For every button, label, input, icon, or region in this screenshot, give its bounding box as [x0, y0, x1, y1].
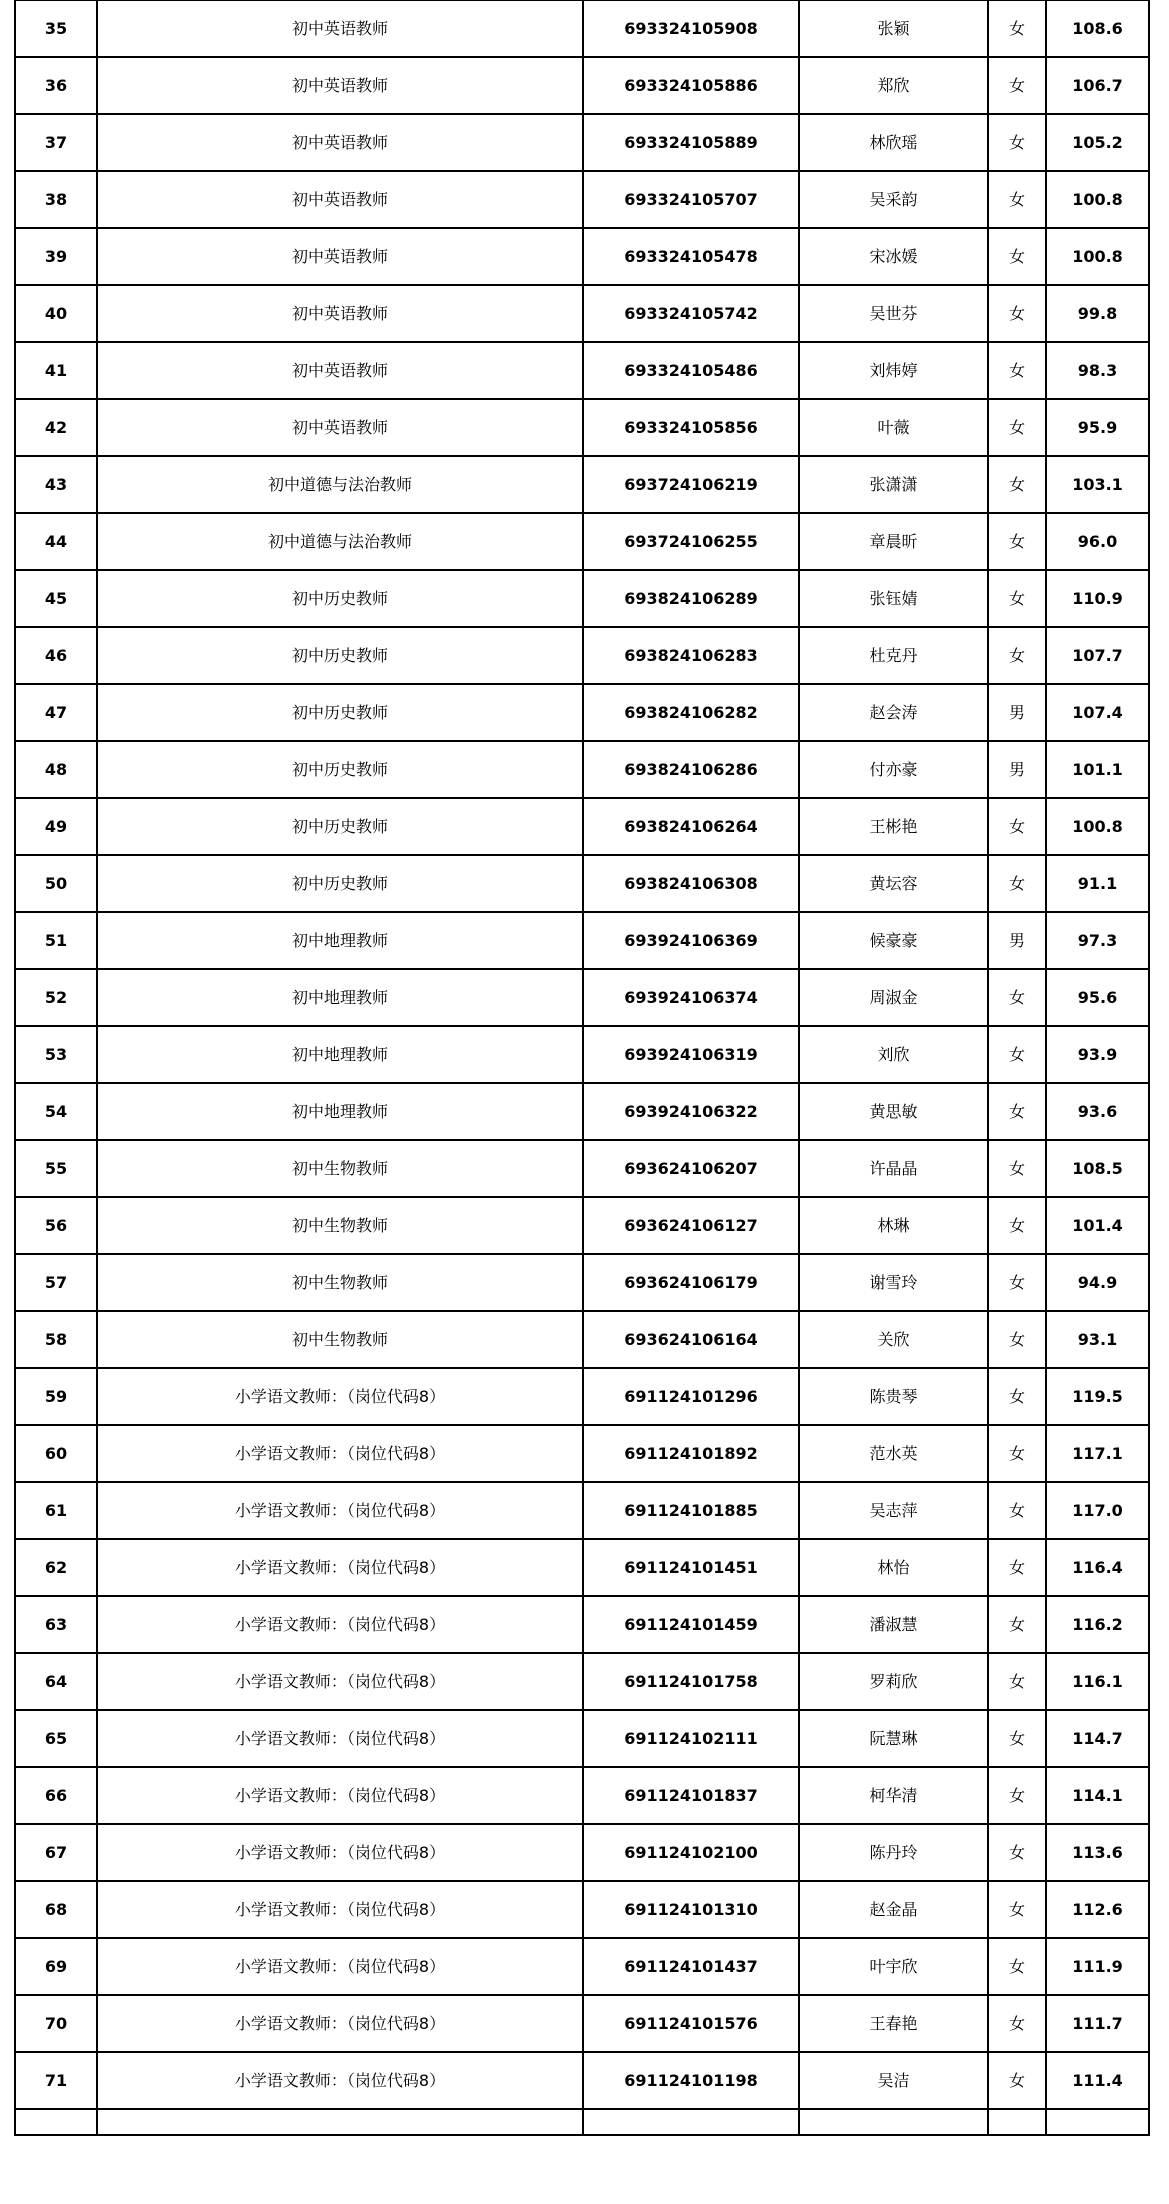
row-index-cell: 41 — [15, 342, 97, 399]
position-name-cell: 初中英语教师 — [97, 399, 583, 456]
row-index-cell: 46 — [15, 627, 97, 684]
row-index-cell: 47 — [15, 684, 97, 741]
exam-ticket-number-cell: 693924106322 — [583, 1083, 799, 1140]
table-row — [15, 855, 1149, 912]
row-index-cell: 68 — [15, 1881, 97, 1938]
table-row — [15, 1767, 1149, 1824]
exam-ticket-number-cell: 691124102111 — [583, 1710, 799, 1767]
candidate-name-cell: 付亦豪 — [799, 741, 988, 798]
exam-ticket-number-cell: 691124101296 — [583, 1368, 799, 1425]
position-name-cell: 初中生物教师 — [97, 1140, 583, 1197]
table-row — [15, 1425, 1149, 1482]
gender-cell: 女 — [988, 798, 1046, 855]
row-index-cell: 67 — [15, 1824, 97, 1881]
row-index-cell: 51 — [15, 912, 97, 969]
table-row — [15, 1197, 1149, 1254]
candidate-name-cell: 王春艳 — [799, 1995, 988, 2052]
row-index-cell: 58 — [15, 1311, 97, 1368]
exam-ticket-number-cell: 693724106255 — [583, 513, 799, 570]
exam-ticket-number-cell: 691124101885 — [583, 1482, 799, 1539]
candidate-name-cell: 阮慧琳 — [799, 1710, 988, 1767]
gender-cell: 女 — [988, 1425, 1046, 1482]
gender-cell: 女 — [988, 855, 1046, 912]
score-cell: 96.0 — [1046, 513, 1149, 570]
score-cell: 108.5 — [1046, 1140, 1149, 1197]
exam-ticket-number-cell: 693324105707 — [583, 171, 799, 228]
gender-cell: 女 — [988, 1539, 1046, 1596]
table-row — [15, 456, 1149, 513]
score-cell: 93.9 — [1046, 1026, 1149, 1083]
score-cell: 95.6 — [1046, 969, 1149, 1026]
table-row — [15, 171, 1149, 228]
gender-cell: 女 — [988, 1083, 1046, 1140]
gender-cell: 女 — [988, 1596, 1046, 1653]
score-cell: 110.9 — [1046, 570, 1149, 627]
gender-cell: 女 — [988, 1026, 1046, 1083]
score-cell: 106.7 — [1046, 57, 1149, 114]
gender-cell: 女 — [988, 1938, 1046, 1995]
score-cell: 111.4 — [1046, 2052, 1149, 2109]
position-name-cell: 小学语文教师：（岗位代码8） — [97, 1995, 583, 2052]
row-index-cell: 69 — [15, 1938, 97, 1995]
empty-cell — [988, 2109, 1046, 2135]
candidate-name-cell: 许晶晶 — [799, 1140, 988, 1197]
row-index-cell: 48 — [15, 741, 97, 798]
table-row — [15, 57, 1149, 114]
candidate-name-cell: 张潇潇 — [799, 456, 988, 513]
position-name-cell: 初中英语教师 — [97, 171, 583, 228]
exam-ticket-number-cell: 693324105742 — [583, 285, 799, 342]
table-row — [15, 798, 1149, 855]
exam-ticket-number-cell: 693624106179 — [583, 1254, 799, 1311]
position-name-cell: 初中历史教师 — [97, 627, 583, 684]
exam-ticket-number-cell: 693624106164 — [583, 1311, 799, 1368]
score-cell: 91.1 — [1046, 855, 1149, 912]
table-row — [15, 114, 1149, 171]
gender-cell: 女 — [988, 1824, 1046, 1881]
score-cell: 107.7 — [1046, 627, 1149, 684]
gender-cell: 女 — [988, 1140, 1046, 1197]
row-index-cell: 43 — [15, 456, 97, 513]
position-name-cell: 小学语文教师：（岗位代码8） — [97, 1881, 583, 1938]
score-cell: 111.7 — [1046, 1995, 1149, 2052]
candidate-name-cell: 陈贵琴 — [799, 1368, 988, 1425]
table-row — [15, 969, 1149, 1026]
exam-ticket-number-cell: 693924106369 — [583, 912, 799, 969]
gender-cell: 女 — [988, 171, 1046, 228]
score-cell: 119.5 — [1046, 1368, 1149, 1425]
score-cell: 97.3 — [1046, 912, 1149, 969]
table-row — [15, 1368, 1149, 1425]
row-index-cell: 42 — [15, 399, 97, 456]
gender-cell: 女 — [988, 285, 1046, 342]
position-name-cell: 小学语文教师：（岗位代码8） — [97, 1938, 583, 1995]
row-index-cell: 59 — [15, 1368, 97, 1425]
position-name-cell: 初中英语教师 — [97, 342, 583, 399]
candidate-name-cell: 刘欣 — [799, 1026, 988, 1083]
candidate-name-cell: 张钰婧 — [799, 570, 988, 627]
row-index-cell: 45 — [15, 570, 97, 627]
position-name-cell: 小学语文教师：（岗位代码8） — [97, 2052, 583, 2109]
score-cell: 100.8 — [1046, 228, 1149, 285]
gender-cell: 女 — [988, 342, 1046, 399]
exam-ticket-number-cell: 691124101758 — [583, 1653, 799, 1710]
position-name-cell: 小学语文教师：（岗位代码8） — [97, 1425, 583, 1482]
candidate-name-cell: 章晨昕 — [799, 513, 988, 570]
candidate-name-cell: 黄思敏 — [799, 1083, 988, 1140]
candidate-name-cell: 吴采韵 — [799, 171, 988, 228]
candidate-name-cell: 王彬艳 — [799, 798, 988, 855]
score-cell: 101.4 — [1046, 1197, 1149, 1254]
table-body — [15, 0, 1149, 2135]
empty-cell — [583, 2109, 799, 2135]
gender-cell: 男 — [988, 684, 1046, 741]
table-row — [15, 1596, 1149, 1653]
gender-cell: 女 — [988, 399, 1046, 456]
table-row — [15, 1824, 1149, 1881]
gender-cell: 男 — [988, 912, 1046, 969]
candidate-name-cell: 候豪豪 — [799, 912, 988, 969]
table-row — [15, 228, 1149, 285]
position-name-cell: 初中生物教师 — [97, 1311, 583, 1368]
score-cell: 114.1 — [1046, 1767, 1149, 1824]
table-row — [15, 627, 1149, 684]
row-index-cell: 55 — [15, 1140, 97, 1197]
position-name-cell: 初中英语教师 — [97, 114, 583, 171]
exam-ticket-number-cell: 691124101837 — [583, 1767, 799, 1824]
exam-ticket-number-cell: 693924106374 — [583, 969, 799, 1026]
table-row-partial — [15, 2109, 1149, 2135]
candidate-name-cell: 吴洁 — [799, 2052, 988, 2109]
table-row — [15, 1482, 1149, 1539]
score-cell: 108.6 — [1046, 0, 1149, 57]
score-cell: 114.7 — [1046, 1710, 1149, 1767]
row-index-cell: 40 — [15, 285, 97, 342]
candidate-name-cell: 林怡 — [799, 1539, 988, 1596]
position-name-cell: 小学语文教师：（岗位代码8） — [97, 1767, 583, 1824]
position-name-cell: 初中生物教师 — [97, 1254, 583, 1311]
gender-cell: 女 — [988, 1254, 1046, 1311]
gender-cell: 女 — [988, 513, 1046, 570]
gender-cell: 女 — [988, 2052, 1046, 2109]
score-cell: 113.6 — [1046, 1824, 1149, 1881]
position-name-cell: 初中地理教师 — [97, 912, 583, 969]
position-name-cell: 小学语文教师：（岗位代码8） — [97, 1539, 583, 1596]
exam-ticket-number-cell: 691124101451 — [583, 1539, 799, 1596]
exam-ticket-number-cell: 693324105889 — [583, 114, 799, 171]
score-cell: 100.8 — [1046, 171, 1149, 228]
row-index-cell: 70 — [15, 1995, 97, 2052]
table-row — [15, 2052, 1149, 2109]
row-index-cell: 50 — [15, 855, 97, 912]
exam-ticket-number-cell: 693724106219 — [583, 456, 799, 513]
position-name-cell: 初中地理教师 — [97, 969, 583, 1026]
score-cell: 99.8 — [1046, 285, 1149, 342]
candidate-name-cell: 刘炜婷 — [799, 342, 988, 399]
position-name-cell: 初中历史教师 — [97, 798, 583, 855]
table-row — [15, 1653, 1149, 1710]
candidate-name-cell: 郑欣 — [799, 57, 988, 114]
row-index-cell: 36 — [15, 57, 97, 114]
row-index-cell: 64 — [15, 1653, 97, 1710]
candidate-name-cell: 宋冰媛 — [799, 228, 988, 285]
gender-cell: 女 — [988, 1368, 1046, 1425]
candidate-name-cell: 关欣 — [799, 1311, 988, 1368]
exam-ticket-number-cell: 691124101892 — [583, 1425, 799, 1482]
table-row — [15, 1881, 1149, 1938]
row-index-cell: 44 — [15, 513, 97, 570]
candidate-name-cell: 吴志萍 — [799, 1482, 988, 1539]
exam-ticket-number-cell: 691124101310 — [583, 1881, 799, 1938]
candidate-name-cell: 叶薇 — [799, 399, 988, 456]
exam-ticket-number-cell: 691124101437 — [583, 1938, 799, 1995]
row-index-cell: 49 — [15, 798, 97, 855]
position-name-cell: 初中地理教师 — [97, 1026, 583, 1083]
row-index-cell: 54 — [15, 1083, 97, 1140]
row-index-cell: 65 — [15, 1710, 97, 1767]
gender-cell: 女 — [988, 228, 1046, 285]
position-name-cell: 小学语文教师：（岗位代码8） — [97, 1653, 583, 1710]
position-name-cell: 小学语文教师：（岗位代码8） — [97, 1824, 583, 1881]
candidate-name-cell: 吴世芬 — [799, 285, 988, 342]
row-index-cell: 63 — [15, 1596, 97, 1653]
row-index-cell: 35 — [15, 0, 97, 57]
table-row — [15, 684, 1149, 741]
score-cell: 116.1 — [1046, 1653, 1149, 1710]
row-index-cell: 62 — [15, 1539, 97, 1596]
score-cell: 105.2 — [1046, 114, 1149, 171]
empty-cell — [15, 2109, 97, 2135]
position-name-cell: 初中道德与法治教师 — [97, 513, 583, 570]
exam-ticket-number-cell: 693324105886 — [583, 57, 799, 114]
candidate-score-table — [14, 0, 1150, 2136]
table-row — [15, 1938, 1149, 1995]
position-name-cell: 初中道德与法治教师 — [97, 456, 583, 513]
gender-cell: 女 — [988, 1197, 1046, 1254]
position-name-cell: 小学语文教师：（岗位代码8） — [97, 1368, 583, 1425]
score-cell: 93.1 — [1046, 1311, 1149, 1368]
position-name-cell: 初中英语教师 — [97, 57, 583, 114]
score-cell: 112.6 — [1046, 1881, 1149, 1938]
position-name-cell: 初中生物教师 — [97, 1197, 583, 1254]
empty-cell — [1046, 2109, 1149, 2135]
gender-cell: 女 — [988, 57, 1046, 114]
gender-cell: 女 — [988, 1767, 1046, 1824]
position-name-cell: 初中历史教师 — [97, 684, 583, 741]
candidate-name-cell: 赵金晶 — [799, 1881, 988, 1938]
table-row — [15, 912, 1149, 969]
exam-ticket-number-cell: 693824106282 — [583, 684, 799, 741]
score-cell: 93.6 — [1046, 1083, 1149, 1140]
table-row — [15, 741, 1149, 798]
empty-cell — [799, 2109, 988, 2135]
exam-ticket-number-cell: 693624106127 — [583, 1197, 799, 1254]
gender-cell: 女 — [988, 1653, 1046, 1710]
table-row — [15, 1026, 1149, 1083]
position-name-cell: 初中历史教师 — [97, 855, 583, 912]
row-index-cell: 37 — [15, 114, 97, 171]
exam-ticket-number-cell: 693824106286 — [583, 741, 799, 798]
row-index-cell: 66 — [15, 1767, 97, 1824]
row-index-cell: 38 — [15, 171, 97, 228]
score-cell: 117.0 — [1046, 1482, 1149, 1539]
exam-ticket-number-cell: 691124101576 — [583, 1995, 799, 2052]
score-cell: 107.4 — [1046, 684, 1149, 741]
position-name-cell: 初中历史教师 — [97, 570, 583, 627]
score-cell: 94.9 — [1046, 1254, 1149, 1311]
candidate-name-cell: 黄坛容 — [799, 855, 988, 912]
row-index-cell: 60 — [15, 1425, 97, 1482]
position-name-cell: 小学语文教师：（岗位代码8） — [97, 1596, 583, 1653]
candidate-name-cell: 林欣瑶 — [799, 114, 988, 171]
gender-cell: 女 — [988, 1881, 1046, 1938]
exam-ticket-number-cell: 693324105856 — [583, 399, 799, 456]
table-row — [15, 513, 1149, 570]
row-index-cell: 61 — [15, 1482, 97, 1539]
score-cell: 116.4 — [1046, 1539, 1149, 1596]
score-cell: 95.9 — [1046, 399, 1149, 456]
position-name-cell: 初中英语教师 — [97, 285, 583, 342]
exam-ticket-number-cell: 693824106283 — [583, 627, 799, 684]
candidate-name-cell: 谢雪玲 — [799, 1254, 988, 1311]
table-row — [15, 342, 1149, 399]
candidate-name-cell: 范水英 — [799, 1425, 988, 1482]
score-cell: 111.9 — [1046, 1938, 1149, 1995]
candidate-name-cell: 周淑金 — [799, 969, 988, 1026]
table-row — [15, 399, 1149, 456]
table-row — [15, 1311, 1149, 1368]
table-row — [15, 1140, 1149, 1197]
position-name-cell: 小学语文教师：（岗位代码8） — [97, 1482, 583, 1539]
score-cell: 116.2 — [1046, 1596, 1149, 1653]
candidate-name-cell: 柯华清 — [799, 1767, 988, 1824]
row-index-cell: 53 — [15, 1026, 97, 1083]
candidate-name-cell: 潘淑慧 — [799, 1596, 988, 1653]
exam-ticket-number-cell: 693824106308 — [583, 855, 799, 912]
exam-ticket-number-cell: 693924106319 — [583, 1026, 799, 1083]
row-index-cell: 39 — [15, 228, 97, 285]
gender-cell: 女 — [988, 1311, 1046, 1368]
position-name-cell: 初中英语教师 — [97, 228, 583, 285]
table-row — [15, 0, 1149, 57]
gender-cell: 女 — [988, 1995, 1046, 2052]
candidate-name-cell: 张颖 — [799, 0, 988, 57]
exam-ticket-number-cell: 691124101198 — [583, 2052, 799, 2109]
exam-ticket-number-cell: 693624106207 — [583, 1140, 799, 1197]
candidate-name-cell: 叶宇欣 — [799, 1938, 988, 1995]
empty-cell — [97, 2109, 583, 2135]
exam-ticket-number-cell: 691124101459 — [583, 1596, 799, 1653]
table-row — [15, 1995, 1149, 2052]
exam-ticket-number-cell: 693824106264 — [583, 798, 799, 855]
gender-cell: 女 — [988, 456, 1046, 513]
table-row — [15, 285, 1149, 342]
exam-ticket-number-cell: 691124102100 — [583, 1824, 799, 1881]
gender-cell: 男 — [988, 741, 1046, 798]
score-cell: 103.1 — [1046, 456, 1149, 513]
score-cell: 98.3 — [1046, 342, 1149, 399]
gender-cell: 女 — [988, 1482, 1046, 1539]
candidate-name-cell: 陈丹玲 — [799, 1824, 988, 1881]
gender-cell: 女 — [988, 969, 1046, 1026]
gender-cell: 女 — [988, 570, 1046, 627]
table-row — [15, 1710, 1149, 1767]
exam-ticket-number-cell: 693324105908 — [583, 0, 799, 57]
table-row — [15, 1083, 1149, 1140]
gender-cell: 女 — [988, 0, 1046, 57]
score-cell: 100.8 — [1046, 798, 1149, 855]
candidate-name-cell: 赵会涛 — [799, 684, 988, 741]
row-index-cell: 52 — [15, 969, 97, 1026]
row-index-cell: 56 — [15, 1197, 97, 1254]
table-row — [15, 570, 1149, 627]
exam-ticket-number-cell: 693324105478 — [583, 228, 799, 285]
row-index-cell: 57 — [15, 1254, 97, 1311]
table-row — [15, 1254, 1149, 1311]
table-row — [15, 1539, 1149, 1596]
position-name-cell: 初中地理教师 — [97, 1083, 583, 1140]
candidate-name-cell: 林琳 — [799, 1197, 988, 1254]
position-name-cell: 小学语文教师：（岗位代码8） — [97, 1710, 583, 1767]
row-index-cell: 71 — [15, 2052, 97, 2109]
score-cell: 117.1 — [1046, 1425, 1149, 1482]
exam-ticket-number-cell: 693824106289 — [583, 570, 799, 627]
gender-cell: 女 — [988, 114, 1046, 171]
candidate-name-cell: 杜克丹 — [799, 627, 988, 684]
gender-cell: 女 — [988, 1710, 1046, 1767]
score-cell: 101.1 — [1046, 741, 1149, 798]
exam-ticket-number-cell: 693324105486 — [583, 342, 799, 399]
gender-cell: 女 — [988, 627, 1046, 684]
position-name-cell: 初中英语教师 — [97, 0, 583, 57]
position-name-cell: 初中历史教师 — [97, 741, 583, 798]
candidate-name-cell: 罗莉欣 — [799, 1653, 988, 1710]
